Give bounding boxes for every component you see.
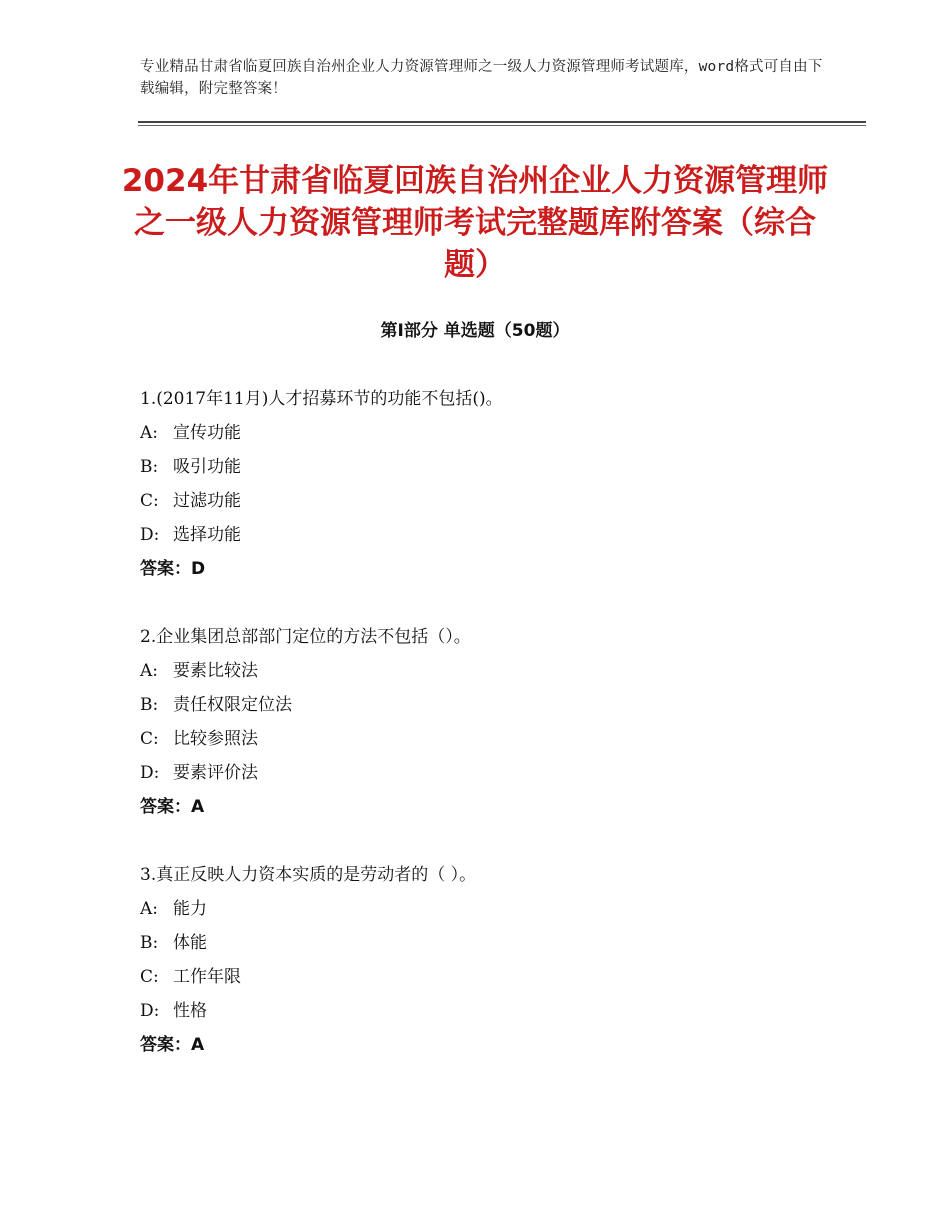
answer-line: 答案：A [140,797,205,817]
answer-line: 答案：D [140,559,206,579]
option-b [140,926,840,960]
option-a [140,416,840,450]
option-text: 比较参照法 [173,729,258,749]
option-text: 责任权限定位法 [173,695,292,715]
option-b [140,688,840,722]
option-letter: D: [140,763,160,783]
option-letter: C: [140,729,159,749]
option-text: 吸引功能 [173,457,241,477]
option-text: 过滤功能 [173,491,241,511]
option-text: 性格 [173,1001,207,1021]
option-d [140,756,840,790]
option-c [140,484,840,518]
question-item [140,382,840,586]
question-item [140,620,840,824]
option-text: 体能 [173,933,207,953]
option-c [140,960,840,994]
option-text: 宣传功能 [173,423,241,443]
question-stem: 2.企业集团总部部门定位的方法不包括（）。 [140,627,471,647]
option-letter: C: [140,967,159,987]
option-text: 工作年限 [173,967,241,987]
option-letter: B: [140,933,159,953]
option-text: 选择功能 [173,525,241,545]
option-text: 要素评价法 [173,763,258,783]
option-d [140,994,840,1028]
question-item [140,858,840,1062]
answer-line: 答案：A [140,1035,205,1055]
option-text: 要素比较法 [173,661,258,681]
option-text: 能力 [173,899,207,919]
option-letter: D: [140,525,160,545]
option-a [140,892,840,926]
option-letter: D: [140,1001,160,1021]
option-c [140,722,840,756]
question-stem: 3.真正反映人力资本实质的是劳动者的（ ）。 [140,865,477,885]
option-d [140,518,840,552]
section-heading: 第Ⅰ部分 单选题（50题） [380,321,570,341]
question-stem: 1.(2017年11月)人才招募环节的功能不包括()。 [140,389,503,409]
option-letter: C: [140,491,159,511]
option-letter: A: [140,423,159,443]
option-a [140,654,840,688]
header-divider-thin [138,125,866,126]
option-letter: B: [140,695,159,715]
option-b [140,450,840,484]
option-letter: A: [140,899,159,919]
option-letter: A: [140,661,159,681]
header-divider-thick [138,121,866,123]
question-list [140,382,840,1096]
header-note: 专业精品甘肃省临夏回族自治州企业人力资源管理师之一级人力资源管理师考试题库，word格式可自由下载编辑，附完整答案！ [140,59,823,97]
document-title: 2024年甘肃省临夏回族自治州企业人力资源管理师之一级人力资源管理师考试完整题库附答案（综合题） [121,163,829,283]
option-letter: B: [140,457,159,477]
